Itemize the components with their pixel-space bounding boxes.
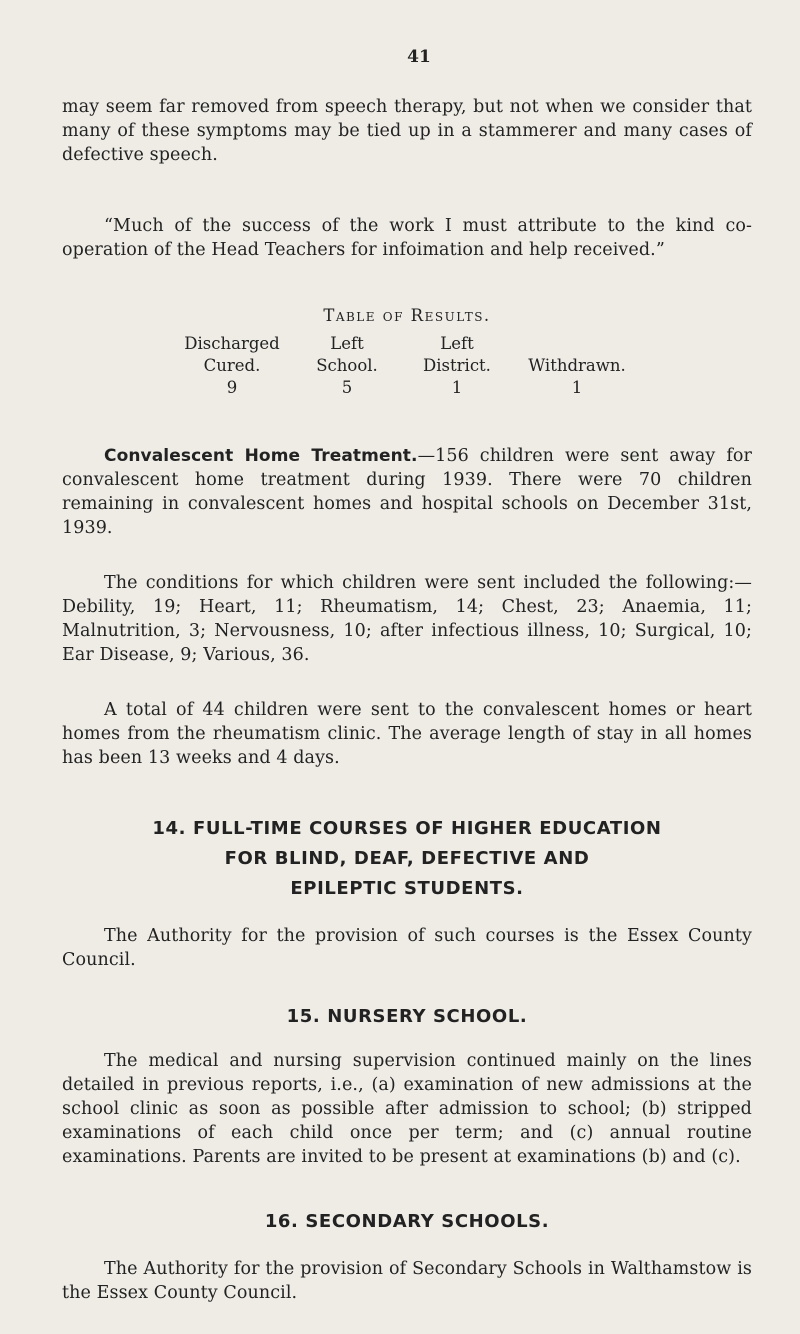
section-15-heading: 15. NURSERY SCHOOL. [286, 1006, 528, 1027]
rheumatism-paragraph: A total of 44 children were sent to the convalescent homes or heart homes from the rheumatism clinic. The average length of stay in all homes has been 13 weeks and 4 days. [62, 700, 752, 768]
convalescent-paragraph [62, 444, 752, 540]
heading-line: EPILEPTIC STUDENTS. [290, 878, 524, 899]
column-header: Left [440, 334, 474, 353]
section-15-text: The medical and nursing supervision continued mainly on the lines detailed in previous reports, i.e., (a) examination of new admissions at the school clinic as soon as possible after admission to school; (b) stripped examinations of each child once per term; and (c) annual routine examinations. Parents are invited to be present at examinations (b) and (c). [62, 1051, 752, 1167]
column-header: School. [316, 356, 378, 375]
heading-line: FOR BLIND, DEAF, DEFECTIVE AND [224, 848, 590, 869]
section-16-heading: 16. SECONDARY SCHOOLS. [264, 1211, 550, 1232]
conditions-paragraph: The conditions for which children were sent included the following:—Debility, 19; Heart, 11; Rheumatism, 14; Chest, 23; Anaemia, 11; Malnutrition, 3; Nervousness, 10; after infectious illness, 10; Surgical, 10; Ear Disease, 9; Various, 36. [62, 573, 752, 665]
section-16-text: The Authority for the provision of Secondary Schools in Walthamstow is the Essex County Council. [62, 1259, 752, 1303]
results-column-withdrawn [517, 333, 637, 399]
column-value: 9 [226, 378, 238, 397]
results-column-left-school [302, 333, 392, 399]
convalescent-heading: Convalescent Home Treatment. [104, 446, 418, 466]
column-value: 5 [341, 378, 353, 397]
column-header: Withdrawn. [528, 356, 626, 375]
quote-paragraph: “Much of the success of the work I must attribute to the kind co-operation of the Head Teachers for infoimation and help received.” [62, 216, 752, 260]
column-header: District. [423, 356, 491, 375]
intro-paragraph: may seem far removed from speech therapy, but not when we consider that many of these symptoms may be tied up in a stammerer and many cases of defective speech. [62, 97, 752, 165]
results-column-left-district [407, 333, 507, 399]
convalescent-text: —156 children were sent away for convalescent home treatment during 1939. There were 70 children remaining in convalescent homes and hospital schools on December 31st, 1939. [62, 446, 752, 538]
column-value: 1 [451, 378, 463, 397]
results-table [62, 333, 752, 407]
column-value: 1 [571, 378, 583, 397]
document-page [62, 0, 752, 1305]
column-header: Cured. [203, 356, 261, 375]
column-header: Left [330, 334, 364, 353]
results-column-discharged [172, 333, 292, 399]
column-header [517, 333, 637, 355]
results-table-title: Table of Results. [323, 306, 491, 325]
section-14-heading [62, 814, 752, 904]
column-header: Discharged [184, 334, 280, 353]
page-number: 41 [407, 47, 431, 67]
section-14-text: The Authority for the provision of such courses is the Essex County Council. [62, 926, 752, 970]
heading-line: 14. FULL-TIME COURSES OF HIGHER EDUCATION [152, 818, 662, 839]
